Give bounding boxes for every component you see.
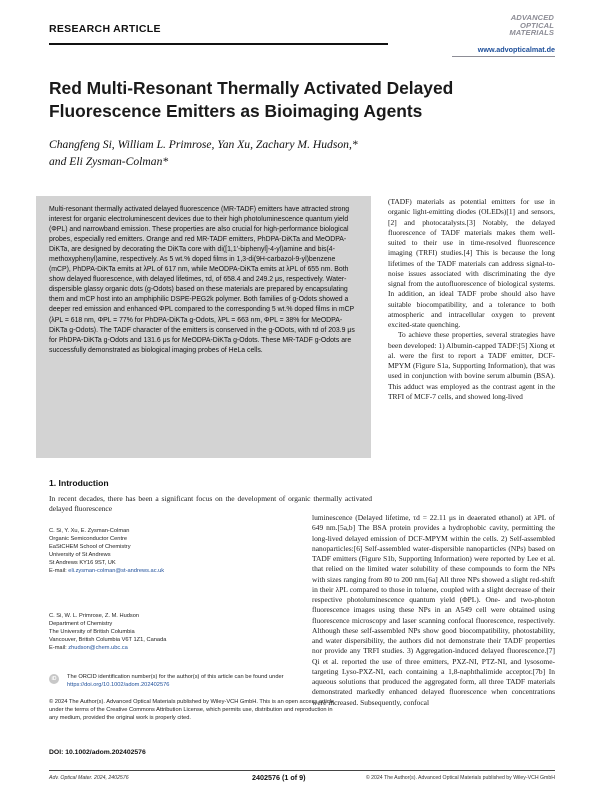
page-number: 2402576 (1 of 9) (252, 773, 306, 782)
affiliation-line: Department of Chemistry (49, 621, 113, 628)
email-link[interactable]: zhudson@chem.ubc.ca (68, 645, 128, 652)
affiliation-line: St Andrews KY16 9ST, UK (49, 560, 116, 567)
section-heading-introduction: 1. Introduction (49, 478, 109, 488)
journal-logo (484, 14, 554, 37)
continued-paragraph (312, 513, 555, 708)
paragraph: To achieve these properties, several strategies have been developed: 1) Albumin-capped TADF:[5] Xiong et al. were the first to report a TADF emitter, DCF-MPYM (Figure S1a, Supporting Information), that was used in conjunction with bovine serum albumin (BSA). This adduct was employed as the contrast agent in the TRFI of MCF-7 cells, and showed long-lived (388, 330, 555, 401)
footer-rule (49, 770, 555, 771)
affiliation-email-row (49, 567, 164, 575)
affiliation-email-row (49, 644, 166, 652)
doi[interactable]: DOI: 10.1002/adom.202402576 (49, 749, 146, 756)
orcid-text-block (49, 673, 349, 689)
logo-line-1: ADVANCED (510, 13, 554, 22)
article-title: Red Multi-Resonant Thermally Activated Delayed Fluorescence Emitters as Bioimaging Agents (49, 78, 454, 121)
journal-url[interactable]: www.advopticalmat.de (477, 45, 555, 54)
affiliation-st-andrews (49, 527, 164, 576)
email-link[interactable]: eli.zysman-colman@st-andrews.ac.uk (68, 568, 165, 575)
affiliation-names: C. Si, W. L. Primrose, Z. M. Hudson (49, 613, 140, 619)
paragraph: luminescence (Delayed lifetime, τd = 22.11 μs in deaerated ethanol) at λPL of 649 nm.[5a,b] The BSA protein provides a hydrophobic cavity, permitting the long-lived delayed emission of DCF-MPYM within the cells. 2) Self-assembled nanoparticles:[6] Self-assembled water-dispersible nanoparticles (NPs) based on TADF emitters (Figure S1b, Supporting Information) were reported by Lee et al. that relied on the limited water solubility of these compounds to form the NPs with sizes ranging from 80 to 200 nm.[6a] All three NPs showed a slight red-shift in their λPL compared to those in toluene, coupled with a slight decrease of their respective photoluminescence quantum yield (ΦPL). One- and two-photon fluorescence images using these NPs in an A549 cell were obtained using fluorescence microscopy and laser scanning confocal fluorescence, respectively. Although these self-assembled NPs show good biocompatibility, photostability, and water dispersibility, the authors did not demonstrate their TADF properties nor provide any TRFI studies. 3) Aggregation-induced delayed fluorescence.[7] Qi et al. reported the use of three emitters, PXZ-NI, PTZ-NI, and lysosome-targeting Lyso-PXZ-NI, each containing a 1,8-naphthalimide acceptor.[7b] In aqueous solutions that produced the aggregated form, all three TADF materials demonstrated markedly enhanced delayed fluorescence when concentrations were increased. Subsequently, confocal (312, 513, 555, 707)
orcid-text: The ORCID identification number(s) for the author(s) of this article can be found under (67, 674, 284, 680)
affiliation-line: Organic Semiconductor Centre (49, 536, 128, 543)
affiliation-line: The University of British Columbia (49, 629, 135, 636)
abstract-text: Multi-resonant thermally activated delayed fluorescence (MR-TADF) emitters have attracted strong interest for organic electroluminescent devices due to their high photoluminescence quantum yield (ΦPL) and narrowband emission. These properties are also crucial for high-performance biological probes, especially red emitters. Orange and red MR-TADF emitters, PhDPA-DiKTa and MeODPA-DiKTa, are designed by decorating the DiKTa core with di([1,1′-biphenyl]-4-yl)amine and bis(4-methoxyphenyl)amine, respectively. As 5 wt.% doped films in 1,3-di(9H-carbazol-9-yl)benzene (mCP), PhDPA-DiKTa emits at λPL of 617 nm, while MeODPA-DiKTa emits at λPL of 655 nm. Both show delayed fluorescence, with delayed lifetimes, τd, of 658.4 and 249.2 μs, respectively. Water-dispersible glassy organic dots (g-Odots) based on these materials are prepared by encapsulating them and mCP host into an amphiphilic DSPE-PEG2k polymer. Both families of g-Odots showed a deeper red emission and enhanced ΦPL compared to the corresponding 5 wt.% doped films in mCP (λPL = 618 nm, ΦPL = 77% for PhDPA-DiKTa g-Odots, λPL = 663 nm, ΦPL = 38% for MeODPA-DiKTa g-Odots). The TADF character of the emitters is conserved in the g-ODots, with τd of 203.9 μs for PhDPA-DiKTa g-Odots and 131.6 μs for MeODPA-DiKTa g-Odots. These MR-TADF g-Odots are successfully demonstrated as biological imaging probes of HeLa cells. (49, 206, 355, 354)
article-type-label: RESEARCH ARTICLE (49, 23, 161, 35)
logo-line-2: OPTICAL (519, 20, 554, 30)
affiliation-line: Vancouver, British Columbia V6T 1Z1, Canada (49, 637, 167, 644)
affiliation-line: University of St Andrews (49, 552, 111, 559)
license-text: © 2024 The Author(s). Advanced Optical Materials published by Wiley-VCH GmbH. This is an open access article under the terms of the Creative Commons Attribution License, which permits use, distribution and reproduction in any medium, provided the original work is properly cited. (49, 699, 335, 722)
orcid-icon: iD (49, 674, 59, 684)
affiliation-names: C. Si, Y. Xu, E. Zysman-Colman (49, 528, 130, 534)
footer-citation: Adv. Optical Mater. 2024, 2402576 (49, 775, 129, 781)
intro-paragraph: In recent decades, there has been a significant focus on the development of organic thermally activated delayed fluorescence (49, 494, 372, 514)
right-column (388, 197, 555, 402)
author-list (49, 136, 429, 170)
logo-line-3: MATERIALS (509, 28, 554, 38)
authors-line-1: Changfeng Si, William L. Primrose, Yan Xu, Zachary M. Hudson,* (49, 138, 358, 151)
header-rule (49, 43, 388, 45)
orcid-note (49, 673, 349, 689)
email-label: E-mail: (49, 645, 67, 652)
orcid-link[interactable]: https://doi.org/10.1002/adom.202402576 (67, 682, 170, 689)
affiliation-ubc (49, 612, 166, 652)
affiliation-line: EaStCHEM School of Chemistry (49, 544, 131, 551)
email-label: E-mail: (49, 568, 67, 575)
authors-line-2: and Eli Zysman-Colman* (49, 155, 169, 168)
url-rule (452, 56, 555, 57)
footer-copyright: © 2024 The Author(s). Advanced Optical Materials published by Wiley-VCH GmbH (365, 775, 555, 781)
paragraph: (TADF) materials as potential emitters for use in organic light-emitting diodes (OLEDs)[1] and sensors,[2] and photocatalysts.[3] Notably, the delayed fluorescence of TADF materials makes them well-suited to their use in time-resolved fluorescence imaging (TRFI) studies.[4] This is because the long lifetimes of the TADF materials can address signal-to-noise issues associated with discriminating the dye signal from the autofluorescence of biological systems. In addition, an ideal TADF probe should also have suitable biocompatibility, and a tolerance to both atmospheric and intracellular oxygen to prevent excited-state quenching. (388, 197, 555, 329)
